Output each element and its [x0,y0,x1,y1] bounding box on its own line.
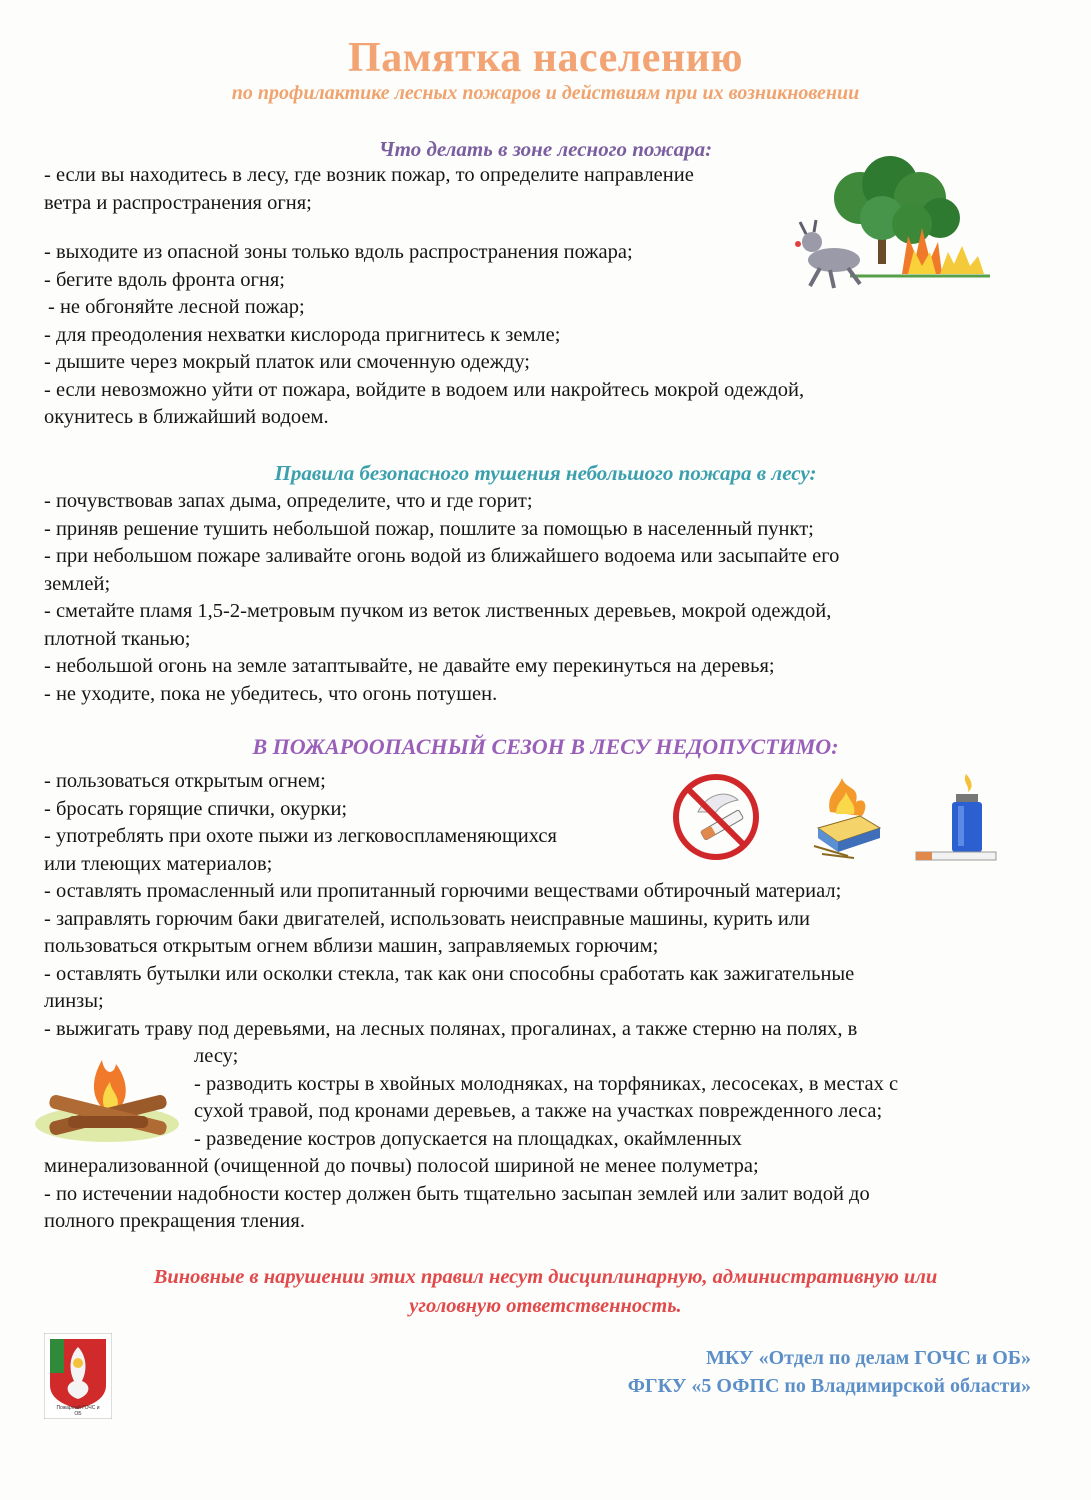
list-item: линзы; [44,990,104,1012]
list-item: полного прекращения тления. [44,1210,305,1232]
list-item: сухой травой, под кронами деревьев, а также на участках поврежденного леса; [194,1100,883,1122]
section-heading-forest-fire-zone: Что делать в зоне лесного пожара: [378,137,713,161]
footer-organizations [628,1344,1031,1400]
coat-of-arms-logo [44,1333,112,1419]
list-item: - оставлять бутылки или осколки стекла, так как они способны сработать как зажигательные [44,962,855,985]
list-item: плотной тканью; [44,627,191,650]
list-item: - бегите вдоль фронта огня; [44,268,285,291]
list-item: - не обгоняйте лесной пожар; [48,296,305,318]
list-item: - приняв решение тушить небольшой пожар, пошлите за помощью в населенный пункт; [44,517,814,540]
list-item: - разведение костров допускается на площадках, окаймленных [194,1127,742,1150]
liability-warning [0,1263,1091,1321]
footer-line: ФГКУ «5 ОФПС по Владимирской области» [627,1375,1031,1397]
lighter-cigarette-icon [912,770,1002,866]
list-item: - выжигать траву под деревьями, на лесных полянах, прогалинах, а также стерню на полях, в [44,1017,858,1040]
list-item: - сметайте пламя 1,5-2-метровым пучком из веток лиственных деревьев, мокрой одеждой, [44,600,832,622]
list-item: - небольшой огонь на земле затаптывайте, не давайте ему перекинуться на деревья; [44,655,775,677]
list-item: - разводить костры в хвойных молодняках, на торфяниках, лесосеках, в местах с [194,1072,899,1095]
list-item: - пользоваться открытым огнем; [44,770,326,792]
campfire-icon [32,1050,182,1145]
list-item: пользоваться открытым огнем вблизи машин, заправляемых горючим; [44,935,659,957]
list-item: - оставлять промасленный или пропитанный горючими веществами обтирочный материал; [44,880,842,902]
logo-caption: Пожарный ГОЧС и ОБ [56,1405,100,1417]
list-item: минерализованной (очищенной до почвы) полосой шириной не менее полуметра; [44,1155,759,1177]
list-item: землей; [44,572,111,595]
matches-fire-icon [808,772,888,862]
list-item: - выходите из опасной зоны только вдоль распространения пожара; [44,241,633,263]
list-item: - бросать горящие спички, окурки; [44,797,348,820]
section-small-fire-rules [44,488,1044,708]
list-item: - если невозможно уйти от пожара, войдите в водоем или накройтесь мокрой одеждой, [44,378,805,401]
no-smoking-icon [668,772,764,862]
footer-line: МКУ «Отдел по делам ГОЧС и ОБ» [705,1347,1031,1369]
list-item: - по истечении надобности костер должен быть тщательно засыпан землей или залит водой до [44,1182,870,1205]
warning-line: уголовную ответственность. [409,1295,682,1317]
page-title: Памятка населению [348,35,743,81]
list-item: окунитесь в ближайший водоем. [44,406,329,428]
section-heading-small-fire-rules: Правила безопасного тушения небольшого пожара в лесу: [274,461,817,485]
list-item: - если вы находитесь в лесу, где возник пожар, то определите направление [44,164,694,186]
list-item: - почувствовав запах дыма, определите, что и где горит; [44,490,533,512]
section-heading-prohibited: В ПОЖАРООПАСНЫЙ СЕЗОН В ЛЕСУ НЕДОПУСТИМО: [252,734,839,759]
list-item: - употреблять при охоте пыжи из легковоспламеняющихся [44,825,557,847]
list-item: - не уходите, пока не убедитесь, что огонь потушен. [44,682,498,705]
list-item: ветра и распространения огня; [44,191,312,214]
list-item: - заправлять горючим баки двигателей, использовать неисправные машины, курить или [44,907,811,930]
section-prohibited [44,768,1044,1236]
list-item: лесу; [194,1045,239,1067]
list-item: - дышите через мокрый платок или смоченную одежду; [44,351,531,373]
list-item: - для преодоления нехватки кислорода пригнитесь к земле; [44,323,561,346]
list-item: или тлеющих материалов; [44,852,273,875]
warning-line: Виновные в нарушении этих правил несут дисциплинарную, административную или [153,1266,938,1288]
page-subtitle: по профилактике лесных пожаров и действиям при их возникновении [231,82,860,104]
list-item: - при небольшом пожаре заливайте огонь водой из ближайшего водоема или засыпайте его [44,545,840,567]
fleeing-animal-burning-tree-illustration [790,156,995,296]
